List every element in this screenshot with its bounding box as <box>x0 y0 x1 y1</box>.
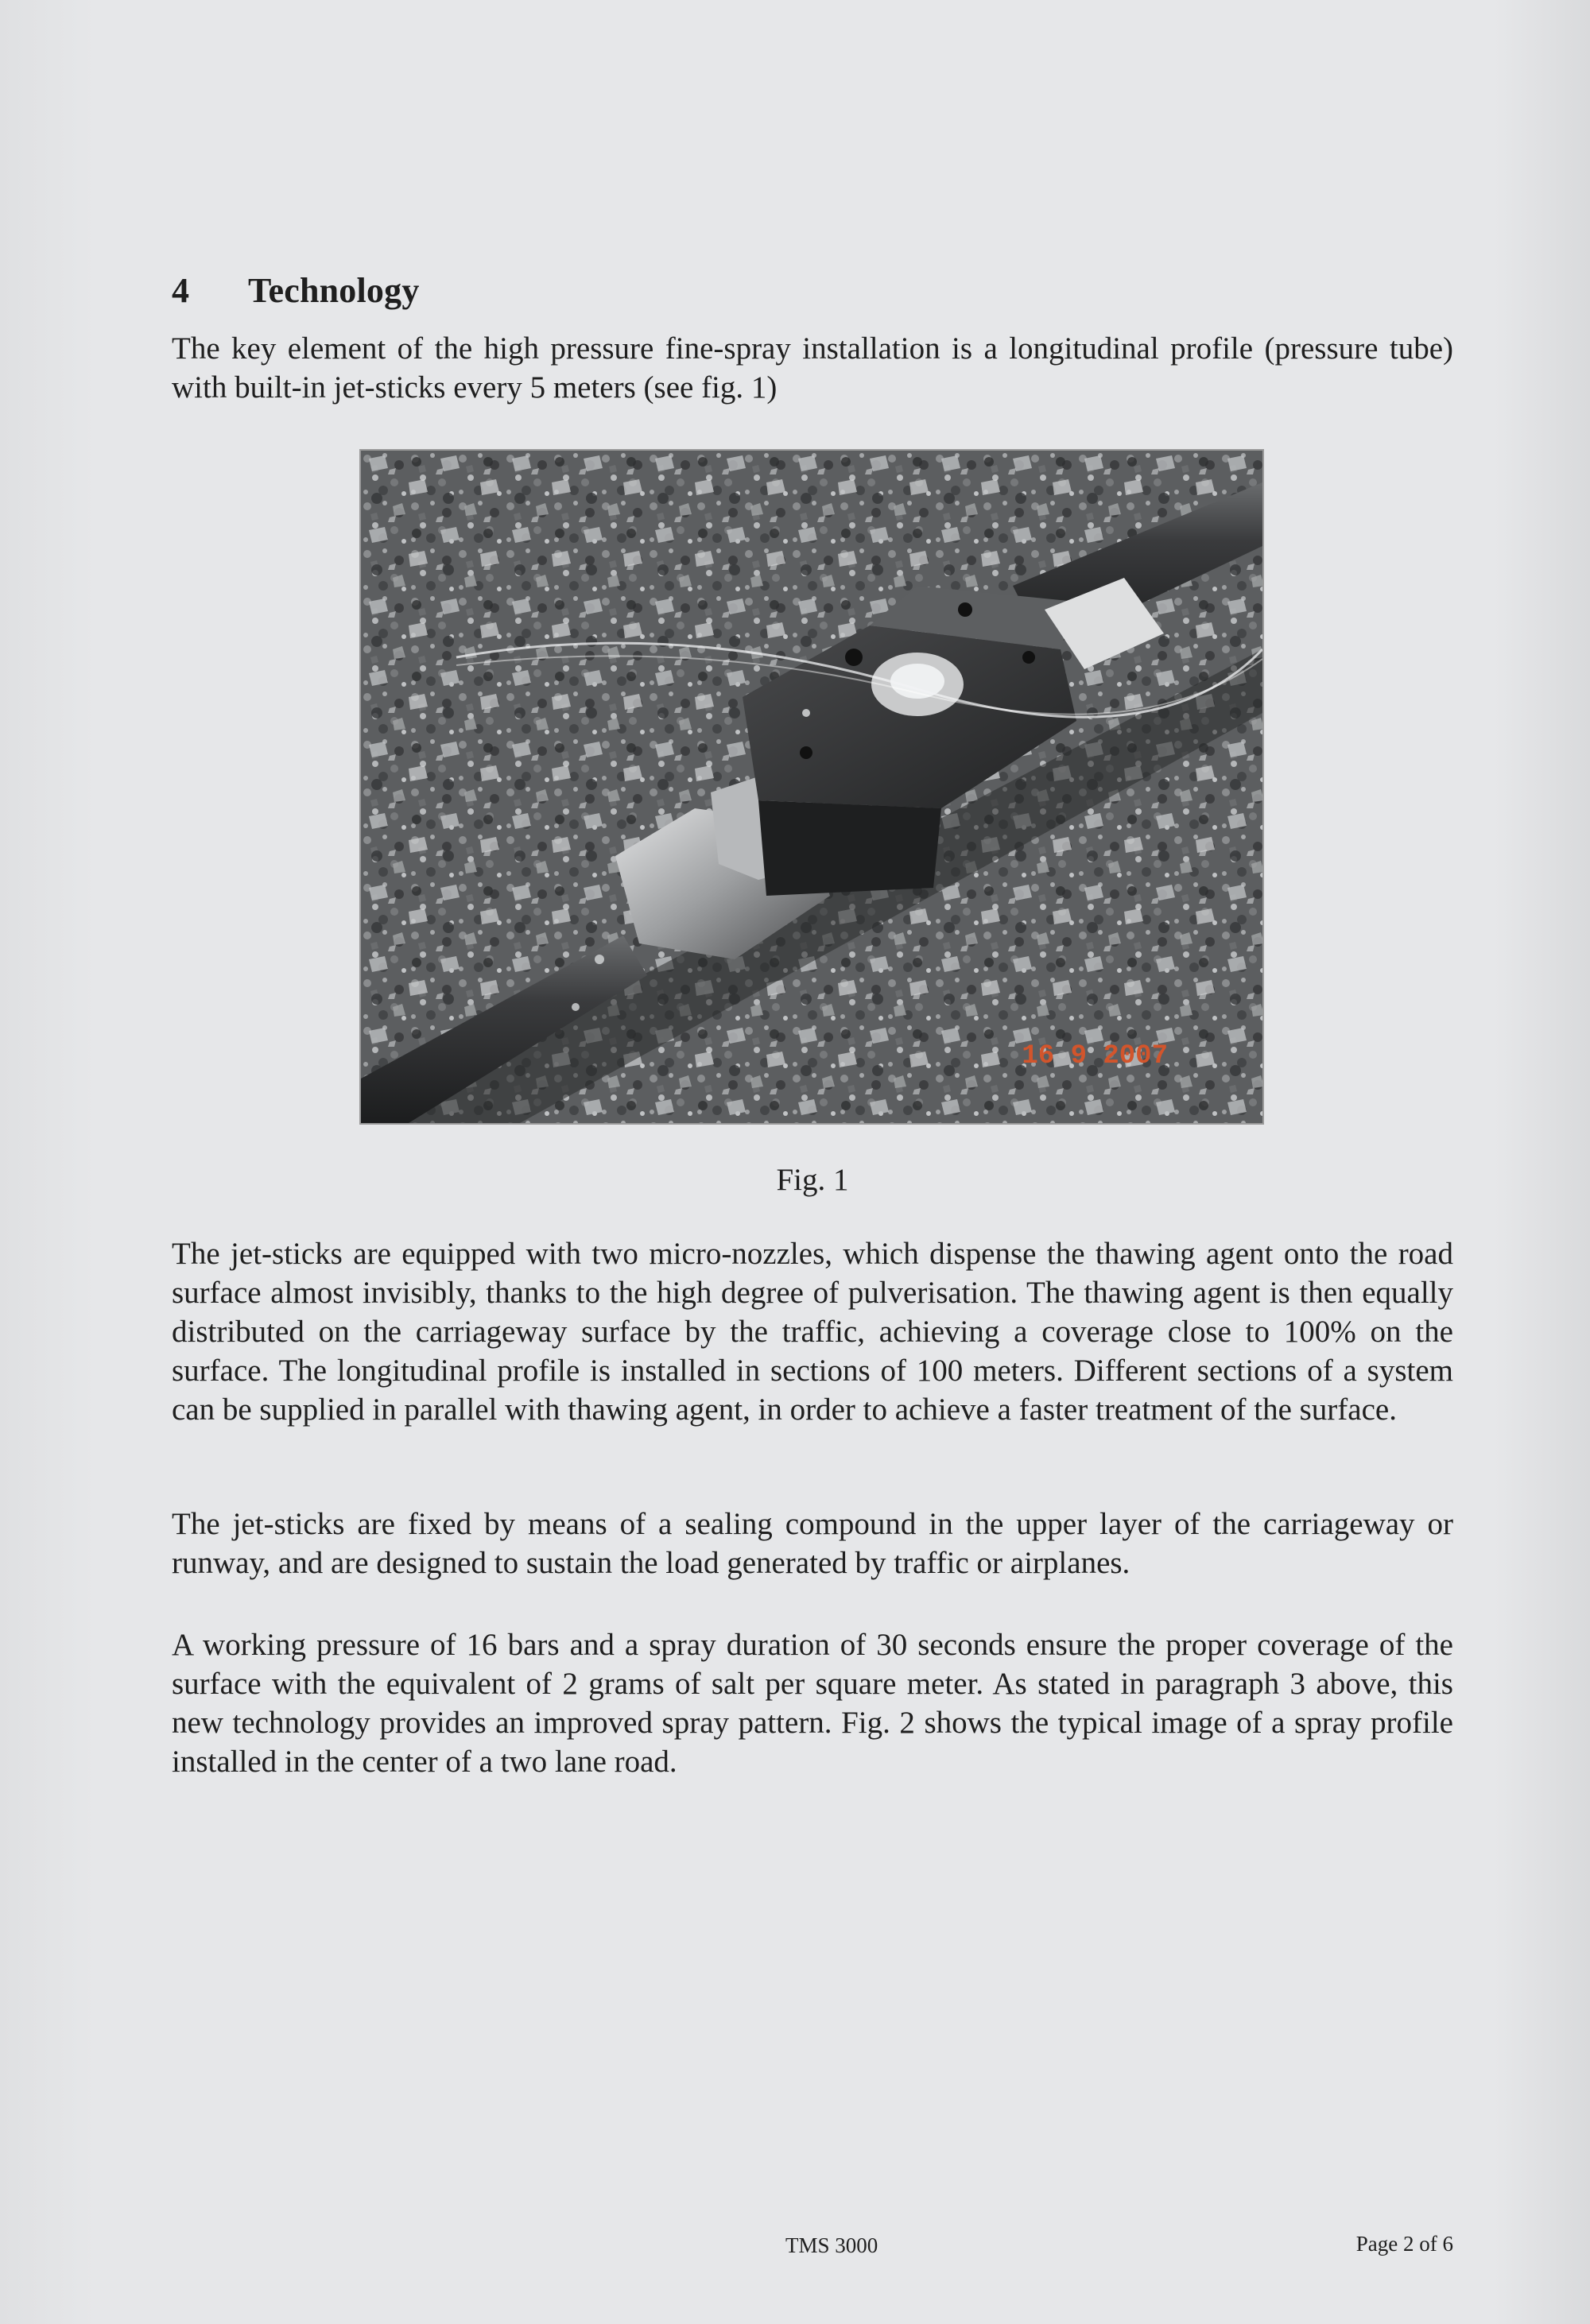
photo-date-stamp: 16 9 2007 <box>1022 1041 1168 1071</box>
body-paragraph-2: The jet-sticks are fixed by means of a sealing compound in the upper layer of the carriageway or runway, and are designed to sustain the load generated by traffic or airplanes. <box>172 1507 1453 1580</box>
section-heading <box>172 270 420 311</box>
intro-paragraph: The key element of the high pressure fine-spray installation is a longitudinal profile (pressure tube) with built-in jet-sticks every 5 meters (see fig. 1) <box>172 331 1453 405</box>
section-number: 4 <box>172 271 190 310</box>
jet-stick-photo <box>361 451 1262 1123</box>
footer-page-number: Page 2 of 6 <box>1355 2232 1453 2256</box>
footer-document-code: TMS 3000 <box>785 2233 878 2257</box>
figure-caption: Fig. 1 <box>776 1163 849 1197</box>
body-paragraph-3: A working pressure of 16 bars and a spray duration of 30 seconds ensure the proper coverage of the surface with the equivalent of 2 grams of salt per square meter. As stated in paragraph 3 above, this new technology provides an improved spray pattern. Fig. 2 shows the typical image of a spray profile installed in the center of a two lane road. <box>172 1628 1453 1779</box>
figure-1-photo <box>359 449 1264 1125</box>
body-paragraph-1: The jet-sticks are equipped with two micro-nozzles, which dispense the thawing agent onto the road surface almost invisibly, thanks to the high degree of pulverisation. The thawing agent is then equally distributed on the carriageway surface by the traffic, achieving a coverage close to 100% on the surface. The longitudinal profile is installed in sections of 100 meters. Different sections of a system can be supplied in parallel with thawing agent, in order to achieve a faster treatment of the surface. <box>172 1237 1453 1427</box>
section-title: Technology <box>248 271 420 310</box>
